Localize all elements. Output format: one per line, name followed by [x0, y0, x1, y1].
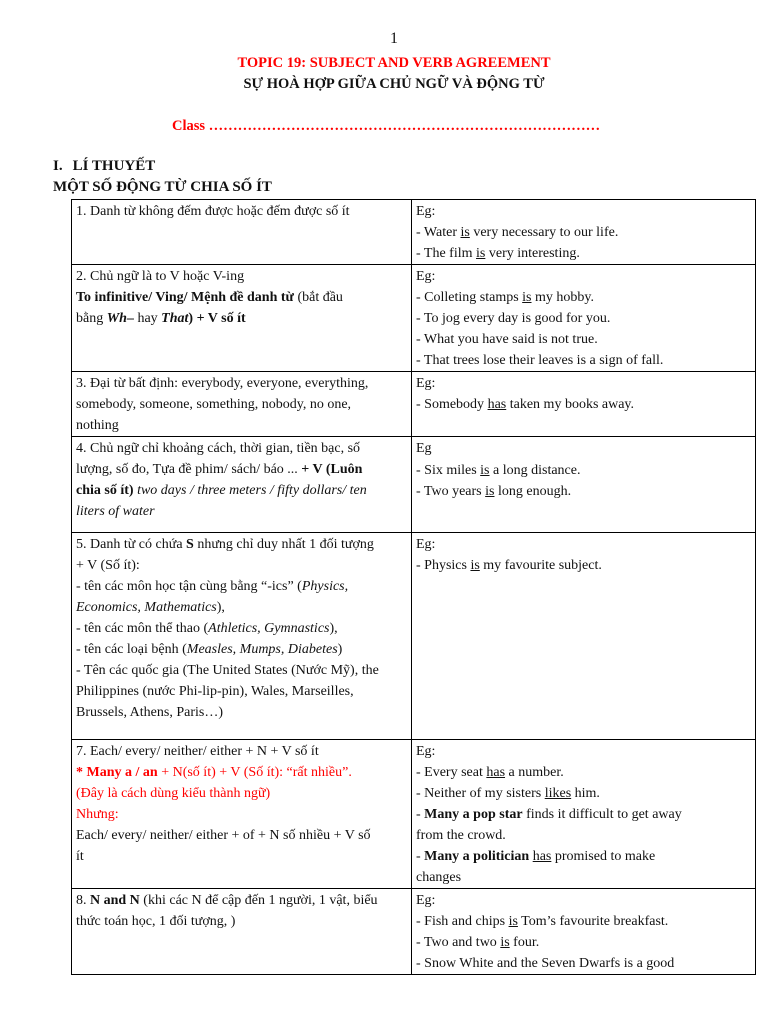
eg-label: Eg: — [416, 537, 436, 552]
example-cell — [412, 372, 756, 437]
eg-label: Eg — [416, 441, 432, 456]
rule-cell — [72, 889, 412, 975]
example-line: - Two and two is four. — [416, 935, 540, 950]
rule-cell — [72, 740, 412, 889]
example-cell — [412, 200, 756, 265]
example-line: changes — [416, 870, 462, 885]
rule-text: 7. Each/ every/ neither/ either + N + V số ít — [76, 744, 319, 759]
rule-cell — [72, 265, 412, 372]
rule-text: 8. N and N (khi các N để cập đến 1 người, 1 vật, biểu — [76, 893, 378, 908]
rule-text: lượng, số đo, Tựa đề phim/ sách/ báo ... + V (Luôn — [76, 462, 363, 477]
section-subheading: MỘT SỐ ĐỘNG TỪ CHIA SỐ ÍT — [53, 179, 272, 195]
topic-title: TOPIC 19: SUBJECT AND VERB AGREEMENT — [237, 55, 551, 71]
rule-text: - tên các môn học tận cùng bằng “-ics” (Physics, — [76, 579, 349, 594]
rule-text: 3. Đại từ bất định: everybody, everyone, everything, — [76, 376, 369, 391]
example-line: - Physics is my favourite subject. — [416, 558, 602, 573]
section-heading — [53, 158, 155, 175]
example-line: - Colleting stamps is my hobby. — [416, 290, 594, 305]
rule-text: bằng Wh– hay That) + V số ít — [76, 311, 246, 326]
table-row — [72, 740, 756, 889]
rule-text: Each/ every/ neither/ either + of + N số nhiều + V số — [76, 828, 371, 843]
rule-text: Economics, Mathematics), — [76, 600, 225, 615]
table-row — [72, 533, 756, 740]
rule-text: * Many a / an + N(số ít) + V (Số ít): “rất nhiều”. — [76, 765, 352, 780]
example-line: - Two years is long enough. — [416, 484, 572, 499]
eg-label: Eg: — [416, 893, 436, 908]
rule-text: 2. Chủ ngữ là to V hoặc V-ing — [76, 269, 245, 284]
eg-label: Eg: — [416, 744, 436, 759]
rule-text: - Tên các quốc gia (The United States (Nước Mỹ), the — [76, 663, 379, 678]
grammar-table — [71, 199, 756, 975]
example-cell — [412, 533, 756, 740]
example-line: - Neither of my sisters likes him. — [416, 786, 600, 801]
rule-text: - tên các loại bệnh (Measles, Mumps, Diabetes) — [76, 642, 343, 657]
example-cell — [412, 889, 756, 975]
rule-cell — [72, 372, 412, 437]
rule-text: - tên các môn thể thao (Athletics, Gymnastics), — [76, 621, 338, 636]
rule-text: liters of water — [76, 504, 155, 519]
rule-text: somebody, someone, something, nobody, no one, — [76, 397, 352, 412]
example-line: - Many a pop star finds it difficult to get away — [416, 807, 682, 822]
table-row — [72, 889, 756, 975]
rule-text: nothing — [76, 418, 119, 433]
example-line: - That trees lose their leaves is a sign of fall. — [416, 353, 664, 368]
section-numeral: I. — [53, 158, 63, 174]
example-line: from the crowd. — [416, 828, 506, 843]
table-row — [72, 372, 756, 437]
example-cell — [412, 740, 756, 889]
section-title: LÍ THUYẾT — [72, 158, 156, 174]
page-number: 1 — [390, 30, 398, 47]
table-row — [72, 200, 756, 265]
example-line: - Water is very necessary to our life. — [416, 225, 619, 240]
rule-cell — [72, 533, 412, 740]
rule-cell — [72, 437, 412, 533]
eg-label: Eg: — [416, 204, 436, 219]
example-line: - Somebody has taken my books away. — [416, 397, 635, 412]
rule-text: To infinitive/ Ving/ Mệnh đề danh từ (bắt đầu — [76, 290, 343, 305]
table-row — [72, 437, 756, 533]
example-line: - Six miles is a long distance. — [416, 463, 581, 478]
rule-text: 1. Danh từ không đếm được hoặc đếm được số ít — [76, 204, 350, 219]
rule-text: Brussels, Athens, Paris…) — [76, 705, 223, 720]
rule-cell — [72, 200, 412, 265]
rule-text: + V (Số ít): — [76, 558, 140, 573]
eg-label: Eg: — [416, 376, 436, 391]
example-line: - Every seat has a number. — [416, 765, 564, 780]
example-cell — [412, 437, 756, 533]
rule-text: thức toán học, 1 đối tượng, ) — [76, 914, 236, 929]
example-cell — [412, 265, 756, 372]
class-line: Class ……………………………………………………………………… — [172, 118, 601, 134]
rule-text: 5. Danh từ có chứa S nhưng chỉ duy nhất 1 đối tượng — [76, 537, 374, 552]
example-line: - To jog every day is good for you. — [416, 311, 611, 326]
rule-text: chia số ít) two days / three meters / fifty dollars/ ten — [76, 483, 367, 498]
table-row — [72, 265, 756, 372]
example-line: - Many a politician has promised to make — [416, 849, 656, 864]
rule-text: ít — [76, 849, 84, 864]
topic-title-vietnamese: SỰ HOÀ HỢP GIỮA CHỦ NGỮ VÀ ĐỘNG TỪ — [243, 76, 545, 92]
example-line: - Fish and chips is Tom’s favourite breakfast. — [416, 914, 669, 929]
rule-text: 4. Chủ ngữ chỉ khoảng cách, thời gian, tiền bạc, số — [76, 441, 361, 456]
example-line: - What you have said is not true. — [416, 332, 598, 347]
rule-text: Nhưng: — [76, 807, 119, 822]
example-line: - The film is very interesting. — [416, 246, 580, 261]
rule-text: (Đây là cách dùng kiểu thành ngữ) — [76, 786, 271, 801]
eg-label: Eg: — [416, 269, 436, 284]
example-line: - Snow White and the Seven Dwarfs is a good — [416, 956, 675, 971]
rule-text: Philippines (nước Phi-lip-pin), Wales, Marseilles, — [76, 684, 354, 699]
